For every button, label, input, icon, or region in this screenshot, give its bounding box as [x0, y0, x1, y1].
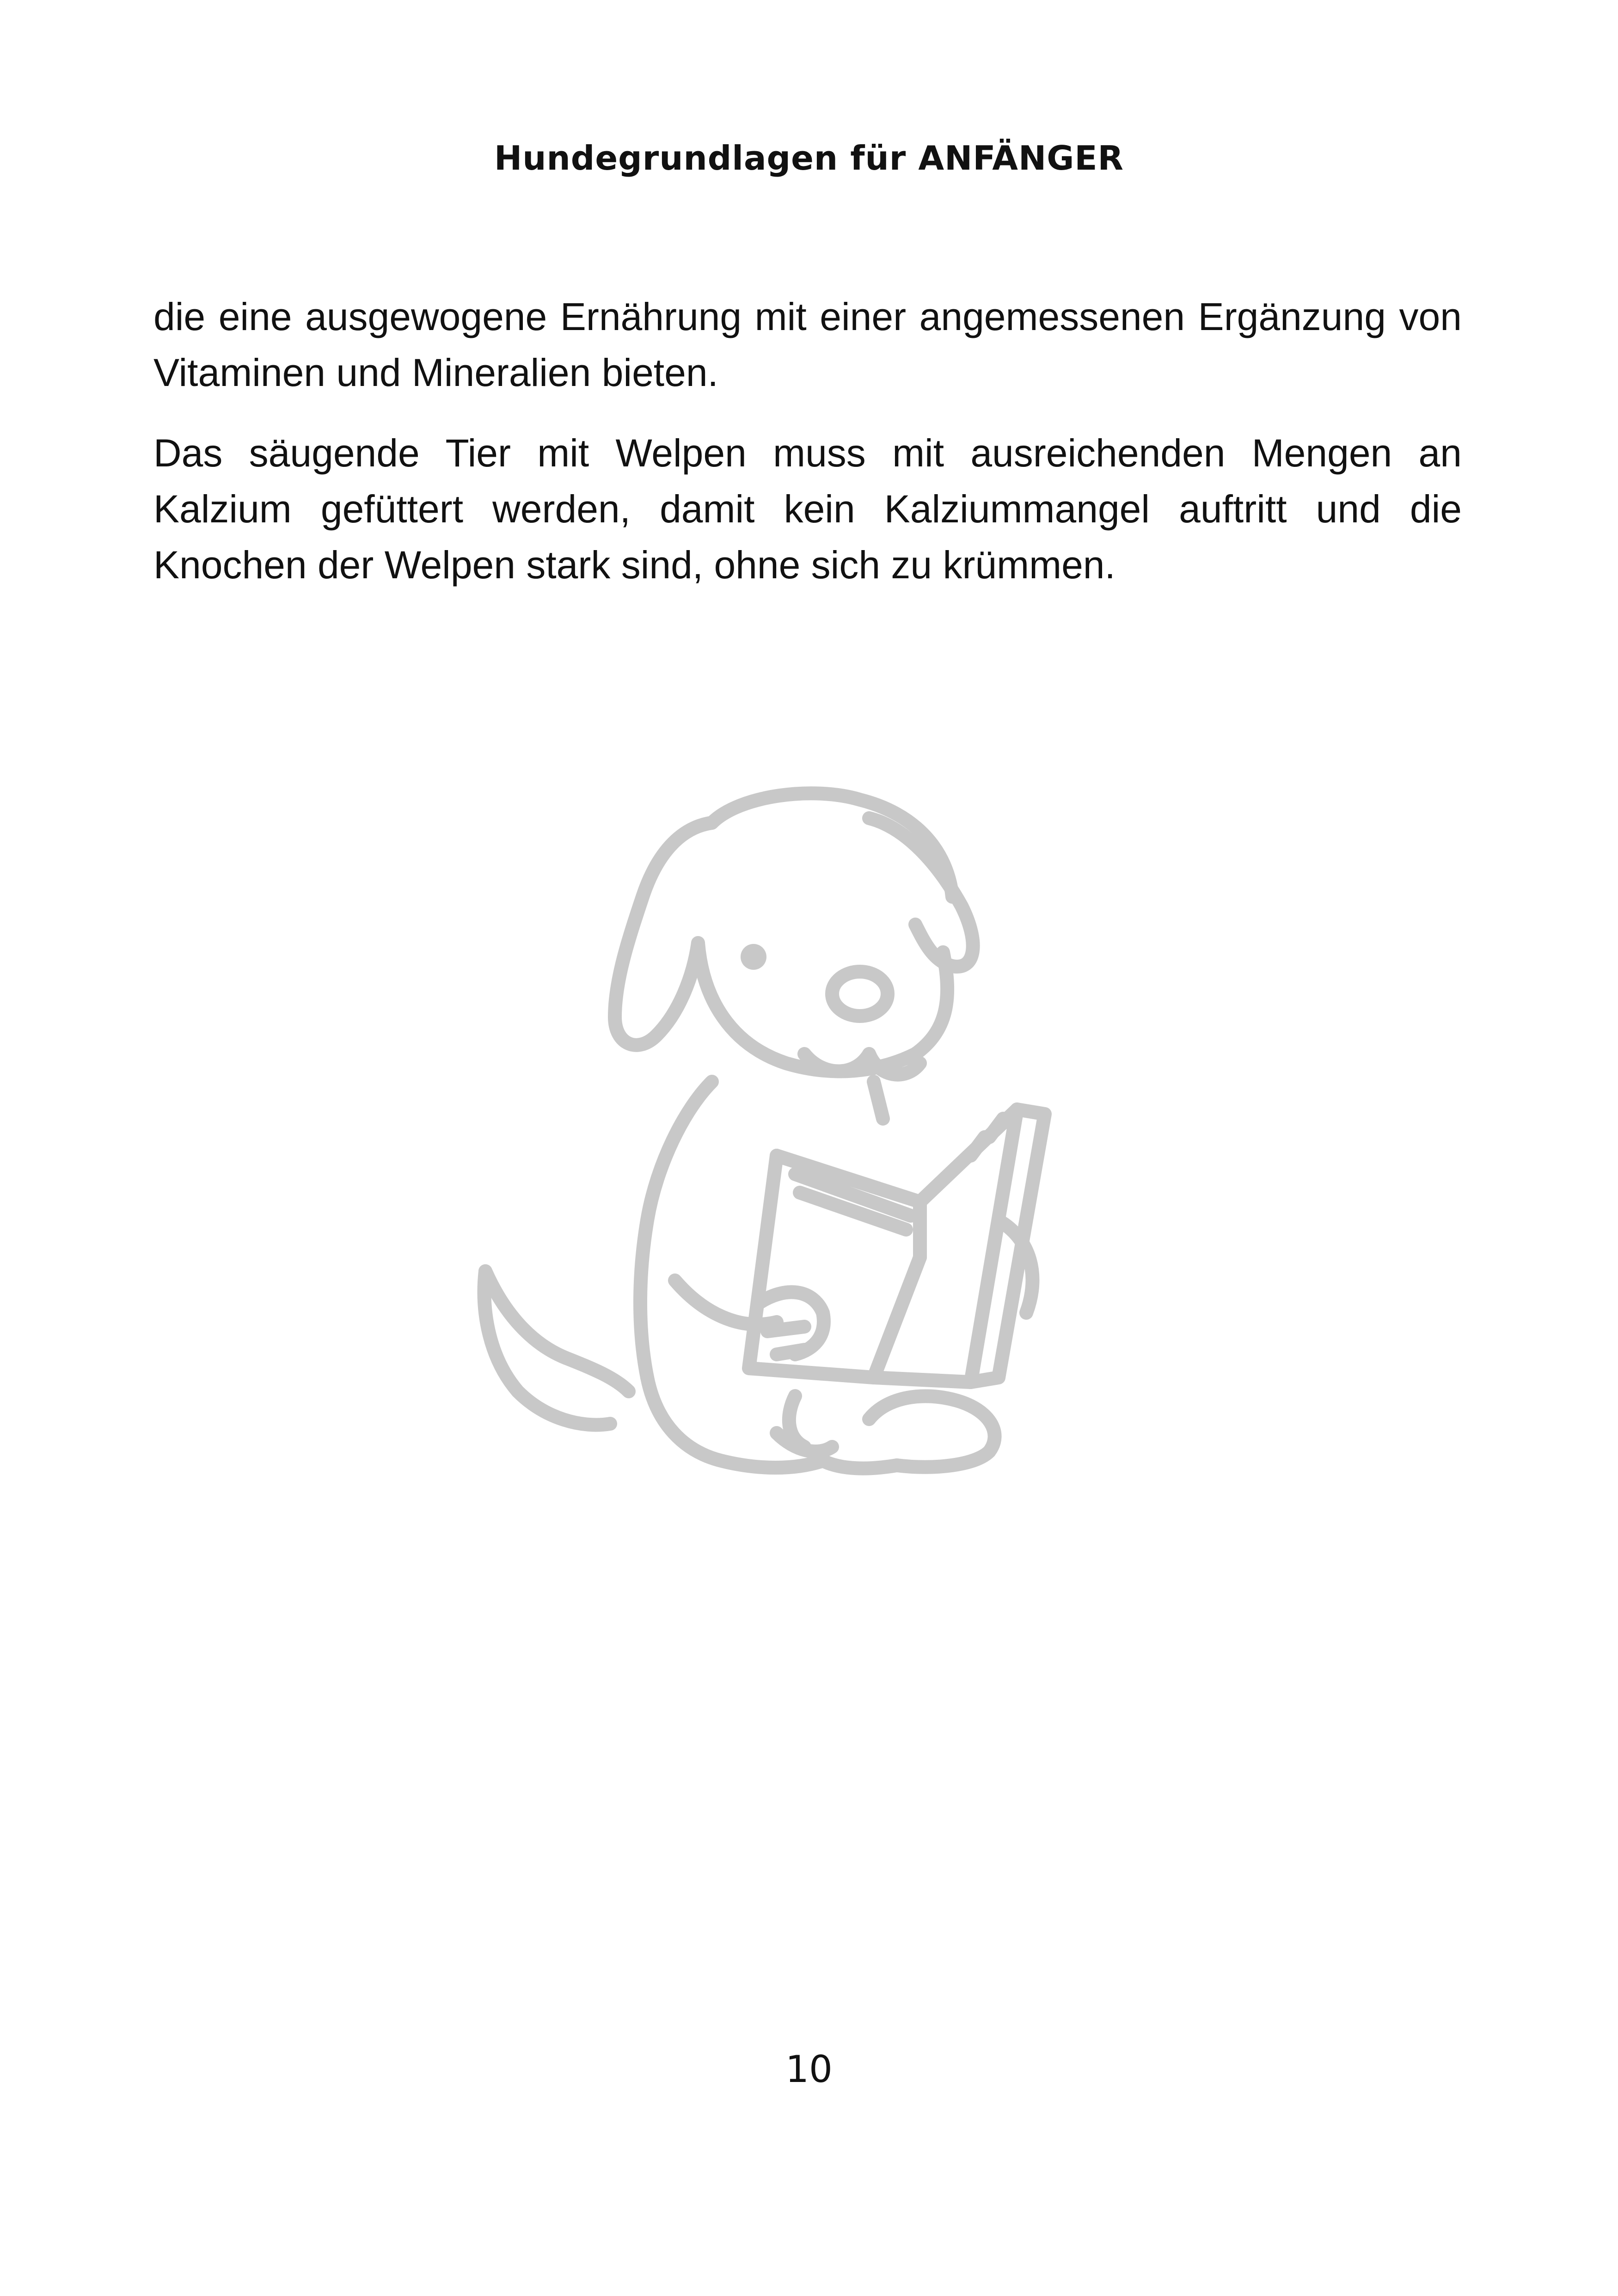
body-paragraph: die eine ausgewogene Ernährung mit einer angemessenen Ergänzung von Vitaminen und Mineralien bieten. — [153, 295, 1462, 394]
running-header: Hundegrundlagen für ANFÄNGER — [494, 139, 1124, 178]
body-paragraph: Das säugende Tier mit Welpen muss mit ausreichenden Mengen an Kalzium gefüttert werden, damit kein Kalziummangel auftritt und die Knochen der Welpen stark sind, ohne sich zu krümmen. — [153, 431, 1462, 587]
puppy-reading-book-icon — [462, 758, 1109, 1535]
page-number: 10 — [785, 2048, 833, 2091]
